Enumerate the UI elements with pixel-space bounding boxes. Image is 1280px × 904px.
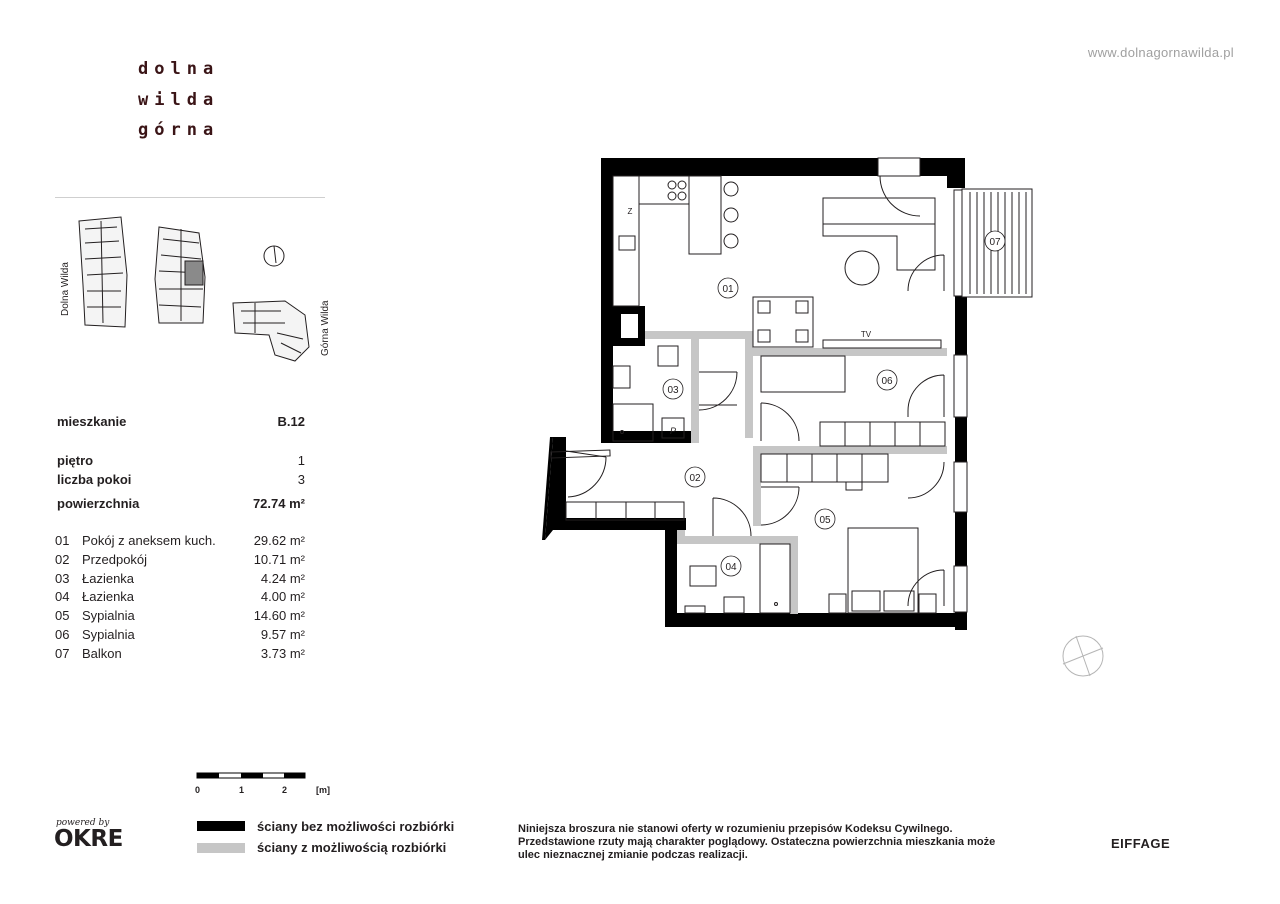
room-area: 4.24 m² bbox=[260, 571, 305, 586]
compass-icon bbox=[1063, 636, 1103, 676]
room-label-06: 06 bbox=[881, 376, 893, 387]
legend-grey-label: ściany z możliwością rozbiórki bbox=[257, 840, 447, 855]
z-label: Z bbox=[627, 207, 633, 216]
room-no: 04 bbox=[55, 589, 70, 604]
room-name: Pokój z aneksem kuch. bbox=[82, 533, 216, 548]
room-label-04: 04 bbox=[725, 562, 737, 573]
room-name: Balkon bbox=[82, 646, 122, 661]
room-no: 05 bbox=[55, 608, 70, 623]
room-label-02: 02 bbox=[689, 473, 701, 484]
site-map-label-gorna: Górna Wilda bbox=[320, 300, 331, 356]
room-no: 03 bbox=[55, 571, 70, 586]
disclaimer-line: Niniejsza broszura nie stanowi oferty w rozumieniu przepisów Kodeksu Cywilnego. bbox=[518, 823, 953, 835]
brand-line-2: wilda bbox=[138, 90, 220, 110]
room-area: 29.62 m² bbox=[253, 533, 305, 548]
structural-walls bbox=[542, 158, 967, 630]
scale-tick-2: 2 bbox=[282, 785, 288, 795]
mieszkanie-label: mieszkanie bbox=[57, 414, 127, 429]
pokoje-label: liczba pokoi bbox=[57, 472, 132, 487]
brand-line-1: dolna bbox=[138, 59, 220, 79]
room-label-05: 05 bbox=[819, 515, 831, 526]
room-name: Łazienka bbox=[82, 571, 135, 586]
room-label-01: 01 bbox=[722, 284, 734, 295]
pietro-label: piętro bbox=[57, 453, 94, 468]
room-name: Sypialnia bbox=[82, 608, 135, 623]
room-name: Przedpokój bbox=[82, 552, 148, 567]
eiffage-logo: EIFFAGE bbox=[1111, 836, 1171, 851]
site-map-label-dolna: Dolna Wilda bbox=[60, 262, 71, 316]
room-label-03: 03 bbox=[667, 385, 679, 396]
room-no: 02 bbox=[55, 552, 70, 567]
room-no: 01 bbox=[55, 533, 70, 548]
tv-label: TV bbox=[860, 330, 872, 339]
disclaimer-line: Przedstawione rzuty mają charakter poglądowy. Ostateczna powierzchnia mieszkania może bbox=[518, 836, 996, 848]
room-area: 3.73 m² bbox=[260, 646, 305, 661]
legend-black-label: ściany bez możliwości rozbiórki bbox=[257, 819, 455, 834]
mieszkanie-value: B.12 bbox=[277, 414, 305, 429]
room-area: 4.00 m² bbox=[260, 589, 305, 604]
brand-line-3: górna bbox=[138, 120, 220, 140]
room-label-07: 07 bbox=[989, 237, 1001, 248]
powierzchnia-label: powierzchnia bbox=[57, 496, 140, 511]
room-area: 10.71 m² bbox=[253, 552, 305, 567]
scale-tick-1: 1 bbox=[239, 785, 245, 795]
okre-logo: OKRE bbox=[54, 826, 123, 852]
website-link[interactable]: www.dolnagornawilda.pl bbox=[1087, 45, 1234, 60]
room-area: 14.60 m² bbox=[253, 608, 305, 623]
powered-by-text: powered by bbox=[56, 818, 110, 828]
pietro-value: 1 bbox=[297, 453, 305, 468]
room-no: 06 bbox=[55, 627, 70, 642]
room-no: 07 bbox=[55, 646, 70, 661]
room-name: Łazienka bbox=[82, 589, 135, 604]
room-area: 9.57 m² bbox=[260, 627, 305, 642]
disclaimer-line: ulec nieznacznej zmianie podczas realizacji. bbox=[518, 849, 748, 861]
scale-unit: [m] bbox=[316, 785, 330, 795]
p-label: P bbox=[669, 426, 677, 436]
powierzchnia-value: 72.74 m² bbox=[252, 496, 305, 511]
room-name: Sypialnia bbox=[82, 627, 135, 642]
scale-tick-0: 0 bbox=[195, 785, 201, 795]
pokoje-value: 3 bbox=[297, 472, 305, 487]
